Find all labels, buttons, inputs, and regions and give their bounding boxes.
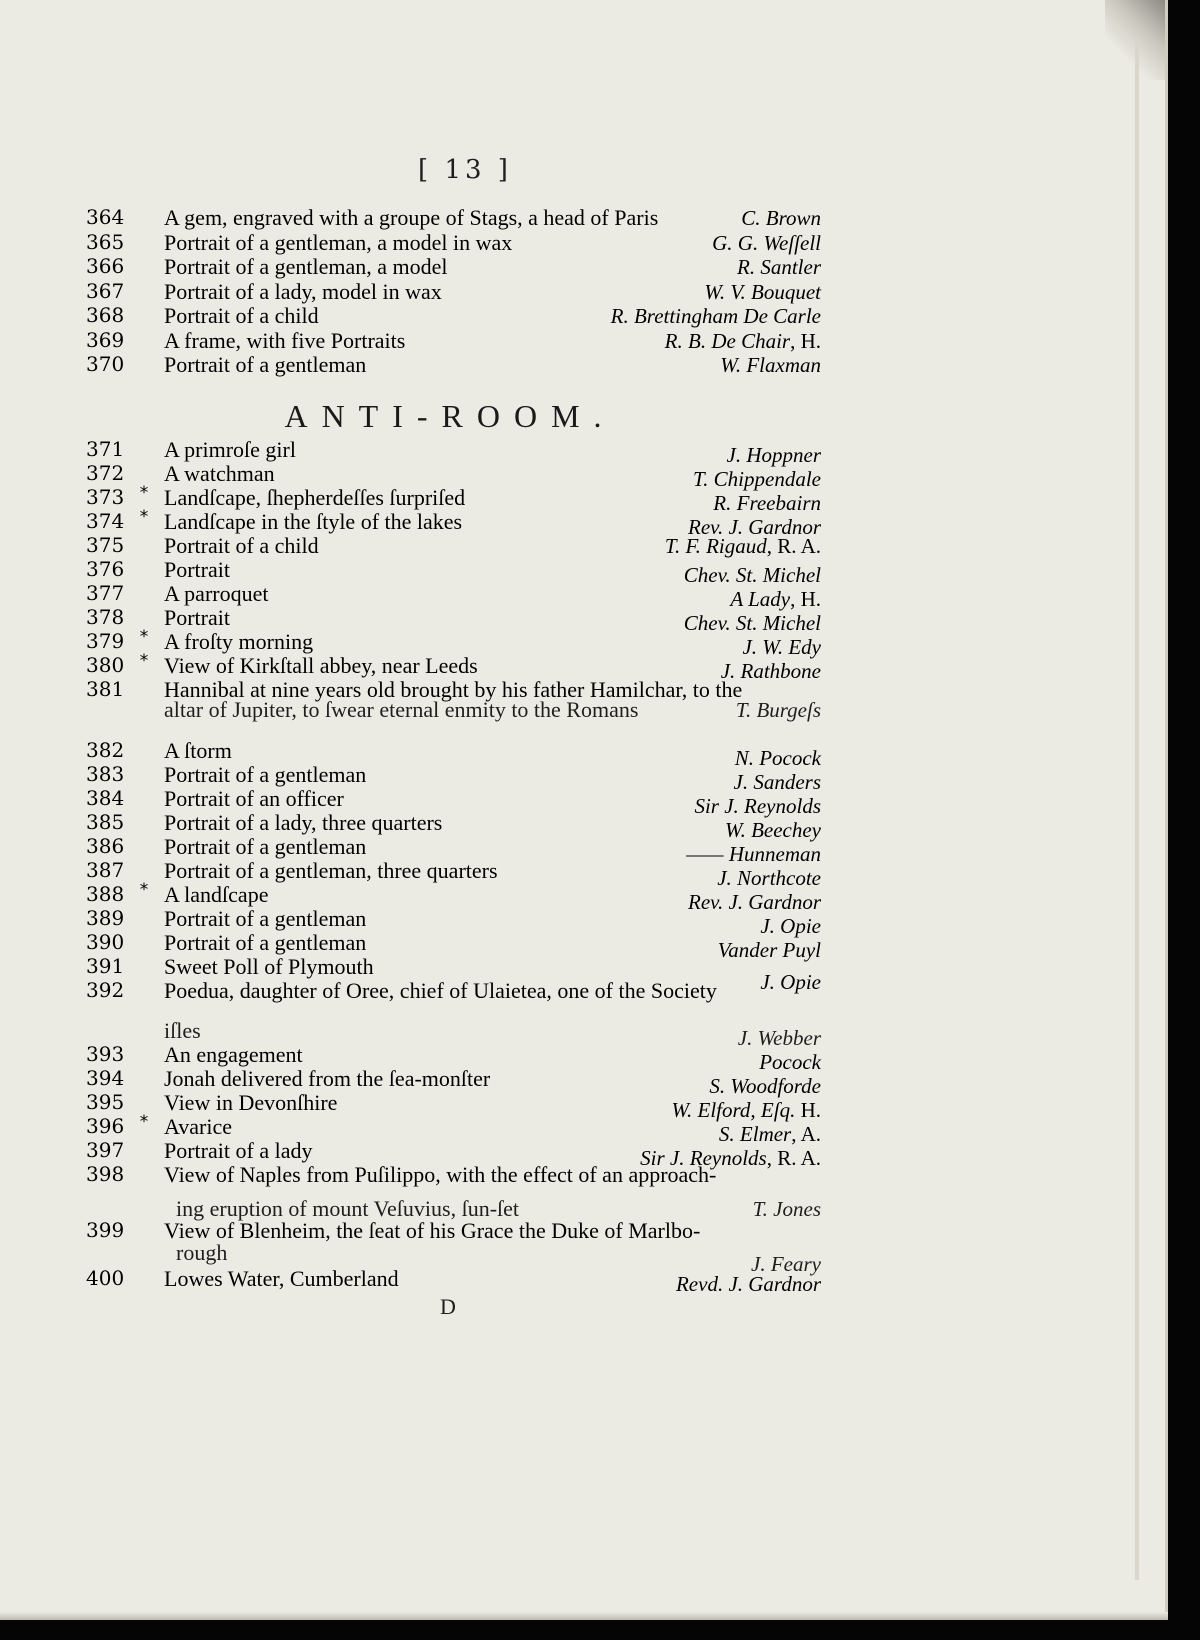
continuation-artist: J. Feary (751, 1252, 821, 1276)
continuation-text: rough (176, 1240, 228, 1265)
entry-artist: Chev. St. Michel (683, 563, 821, 587)
entry-392-continuation (164, 1018, 821, 1050)
entry-title: Portrait of a gentleman (164, 352, 367, 377)
catalogue-entry (86, 461, 821, 491)
entry-title: Hannibal at nine years old brought by his father Hamilchar, to the (164, 677, 743, 702)
entry-number: 373 (86, 485, 125, 509)
entry-artist: S. Elmer, A. (718, 1122, 821, 1146)
catalogue-entry (86, 1266, 821, 1296)
entry-artist: J. Sanders (733, 770, 821, 794)
continuation-artist: T. Burgeſs (735, 698, 821, 722)
page-number: [ 13 ] (418, 155, 512, 185)
entry-number: 379 (86, 629, 125, 653)
continuation-text: altar of Jupiter, to ſwear eternal enmity to the Romans (164, 697, 639, 722)
page-edge (1135, 40, 1139, 1580)
entry-artist-suffix: , H. (790, 587, 821, 611)
entry-title: View in Devonſhire (164, 1090, 338, 1115)
entry-381-continuation (164, 697, 821, 723)
entry-title: A primroſe girl (164, 437, 296, 462)
entry-artist: Sir J. Reynolds (694, 794, 821, 818)
catalogue-entry (86, 1162, 821, 1188)
entry-number: 392 (86, 978, 125, 1002)
catalogue-entry (86, 1112, 821, 1146)
entry-title: Landſcape in the ſtyle of the lakes (164, 509, 463, 534)
entry-title: View of Naples from Puſilippo, with the effect of an approach- (164, 1162, 717, 1187)
entry-title: An engagement (164, 1042, 303, 1067)
catalogue-entry (86, 978, 821, 1004)
catalogue-entry (86, 810, 821, 842)
catalogue-entry (86, 352, 821, 378)
entry-artist-suffix: , R. A. (766, 534, 821, 558)
catalogue-entry (86, 605, 821, 635)
entry-artist: J. Opie (760, 970, 821, 994)
entry-artist: N. Pocock (734, 746, 821, 770)
entry-artist: C. Brown (741, 206, 821, 230)
catalogue-entry (86, 1090, 821, 1122)
continuation-text: ing eruption of mount Veſuvius, ſun-ſet (176, 1196, 520, 1221)
entry-artist: J. Northcote (717, 866, 821, 890)
entry-number: 398 (86, 1162, 125, 1186)
entry-number: 383 (86, 762, 125, 786)
catalogue-entry (86, 303, 821, 329)
entry-artist: Pocock (759, 1050, 821, 1074)
entry-number: 389 (86, 906, 125, 930)
entry-artist: T. Chippendale (693, 467, 821, 491)
catalogue-entry (86, 205, 821, 231)
entry-number: 371 (86, 437, 125, 461)
entry-title: Poedua, daughter of Oree, chief of Ulaietea, one of the Society (164, 978, 717, 1003)
entry-title: Portrait of a gentleman (164, 762, 367, 787)
entry-number: 372 (86, 461, 125, 485)
entry-title: A watchman (164, 461, 275, 486)
entry-title: Portrait (164, 557, 230, 582)
entry-artist: R. Brettingham De Carle (610, 304, 821, 328)
catalogue-entry (86, 651, 821, 683)
entry-artist: Chev. St. Michel (683, 611, 821, 635)
entry-artist: W. V. Bouquet (704, 279, 821, 304)
entry-number: 387 (86, 858, 125, 882)
entry-artist: R. B. De Chair, H. (664, 328, 821, 353)
entry-number: 374 (86, 509, 125, 533)
entry-artist: Revd. J. Gardnor (675, 1272, 821, 1296)
entry-artist-suffix: , H. (790, 328, 821, 353)
entry-title: Portrait of a child (164, 533, 319, 558)
entry-399-continuation (164, 1240, 821, 1276)
catalogue-entry (86, 483, 821, 515)
entry-artist-suffix: H. (795, 1098, 821, 1122)
entry-title: Portrait of an officer (164, 786, 344, 811)
asterisk-mark: * (139, 880, 149, 900)
entry-number: 388 (86, 882, 125, 906)
entry-title: Portrait (164, 605, 230, 630)
entry-artist: S. Woodforde (709, 1074, 821, 1098)
entry-title: Portrait of a lady, model in wax (164, 278, 442, 304)
catalogue-entry (86, 930, 821, 962)
entry-number: 384 (86, 786, 125, 810)
continuation-artist: J. Webber (737, 1026, 821, 1050)
asterisk-mark: * (139, 1112, 149, 1132)
entry-title: Portrait of a gentleman, three quarters (164, 858, 498, 883)
asterisk-mark: * (139, 627, 149, 647)
catalogue-entry (86, 581, 821, 611)
entry-title: Jonah delivered from the ſea-monſter (164, 1066, 491, 1091)
catalogue-entry (86, 533, 821, 559)
entry-number: 377 (86, 581, 125, 605)
catalogue-entry (86, 230, 821, 256)
entry-artist: R. Freebairn (713, 491, 821, 515)
entry-title: A gem, engraved with a groupe of Stags, a head of Paris (164, 205, 659, 230)
entry-title: A ſtorm (164, 738, 232, 763)
entry-number: 382 (86, 738, 125, 762)
signature-mark: D (440, 1294, 456, 1319)
catalogue-entry (86, 786, 821, 818)
entry-artist: T. F. Rigaud, R. A. (664, 534, 821, 558)
entry-number: 395 (86, 1090, 125, 1114)
entry-number: 364 (86, 205, 125, 229)
catalogue-entry (86, 328, 821, 354)
catalogue-entry (86, 1042, 821, 1074)
entry-artist: Rev. J. Gardnor (688, 515, 821, 539)
entry-artist: —— Hunneman (686, 842, 821, 866)
catalogue-entry (86, 858, 821, 890)
entry-number: 366 (86, 254, 125, 278)
catalogue-entry (86, 279, 821, 305)
entry-artist: Rev. J. Gardnor (688, 890, 821, 914)
entry-number: 385 (86, 810, 125, 834)
entry-artist-suffix: , A. (791, 1122, 821, 1146)
entry-number: 378 (86, 605, 125, 629)
page-bottom-shadow (0, 1612, 1168, 1620)
entry-title: Portrait of a lady, three quarters (164, 810, 443, 835)
entry-number: 367 (86, 278, 125, 303)
catalogue-entry (86, 1138, 821, 1170)
entry-title: A froſty morning (164, 629, 314, 654)
entry-artist: J. Rathbone (720, 659, 821, 683)
entry-title: Portrait of a child (164, 303, 319, 328)
entry-title: Avarice (164, 1114, 232, 1139)
entry-title: Portrait of a lady (164, 1138, 313, 1163)
entry-artist: W. Elford, Eſq. H. (671, 1098, 821, 1122)
catalogue-entry (86, 557, 821, 587)
asterisk-mark: * (139, 507, 149, 527)
entry-artist: Vander Puyl (717, 938, 821, 962)
entry-number: 380 (86, 653, 125, 677)
continuation-artist: T. Jones (752, 1197, 821, 1221)
entry-title: Portrait of a gentleman (164, 906, 367, 931)
catalogue-entry (86, 507, 821, 539)
entry-number: 394 (86, 1066, 125, 1090)
entry-title: Landſcape, ſhepherdeſſes ſurpriſed (164, 485, 466, 510)
asterisk-mark: * (139, 483, 149, 503)
entry-artist: Sir J. Reynolds, R. A. (640, 1146, 821, 1170)
entry-artist: J. Opie (760, 914, 821, 938)
continuation-text: iſles (164, 1018, 201, 1043)
entry-number: 390 (86, 930, 125, 954)
entry-title: A frame, with five Portraits (164, 327, 406, 353)
catalogue-entry (86, 906, 821, 938)
catalogue-entry (86, 627, 821, 659)
entry-number: 386 (86, 834, 125, 858)
entry-number: 397 (86, 1138, 125, 1162)
catalogue-entry (86, 834, 821, 866)
catalogue-entry (86, 254, 821, 280)
entry-number: 400 (86, 1266, 125, 1290)
entry-number: 365 (86, 229, 125, 254)
entry-title: A landſcape (164, 882, 269, 907)
entry-number: 393 (86, 1042, 125, 1066)
catalogue-entry (86, 880, 821, 914)
entry-artist: R. Santler (737, 255, 821, 279)
catalogue-entry (86, 738, 821, 770)
section-heading: ANTI-ROOM. (284, 398, 616, 434)
entry-title: Lowes Water, Cumberland (164, 1266, 399, 1291)
entry-artist: J. W. Edy (742, 635, 821, 659)
entry-title: Portrait of a gentleman, a model (164, 254, 448, 279)
entry-artist: J. Hoppner (726, 443, 821, 467)
asterisk-mark: * (139, 651, 149, 671)
entry-artist: W. Flaxman (720, 353, 821, 377)
entry-number: 381 (86, 677, 125, 701)
entry-number: 396 (86, 1114, 125, 1138)
entry-title: A parroquet (164, 581, 269, 606)
catalogue-entry (86, 762, 821, 794)
entry-title: View of Kirkſtall abbey, near Leeds (164, 653, 478, 678)
entry-number: 370 (86, 352, 125, 376)
entry-artist: W. Beechey (725, 818, 821, 842)
entry-number: 375 (86, 533, 125, 557)
entry-number: 391 (86, 954, 125, 978)
entry-artist-suffix: , R. A. (766, 1146, 821, 1170)
entry-artist: G. G. Weſſell (712, 230, 821, 255)
entry-title: Portrait of a gentleman, a model in wax (164, 229, 513, 255)
entry-title: View of Blenheim, the ſeat of his Grace the Duke of Marlbo- (164, 1218, 701, 1243)
entry-number: 376 (86, 557, 125, 581)
entry-title: Sweet Poll of Plymouth (164, 954, 374, 979)
entry-title: Portrait of a gentleman (164, 930, 367, 955)
entry-number: 369 (86, 327, 125, 352)
entry-number: 399 (86, 1218, 125, 1242)
catalogue-entry (86, 1066, 821, 1098)
entry-number: 368 (86, 303, 125, 327)
catalogue-entry (86, 437, 821, 467)
entry-title: Portrait of a gentleman (164, 834, 367, 859)
entry-artist: A Lady, H. (730, 587, 821, 611)
